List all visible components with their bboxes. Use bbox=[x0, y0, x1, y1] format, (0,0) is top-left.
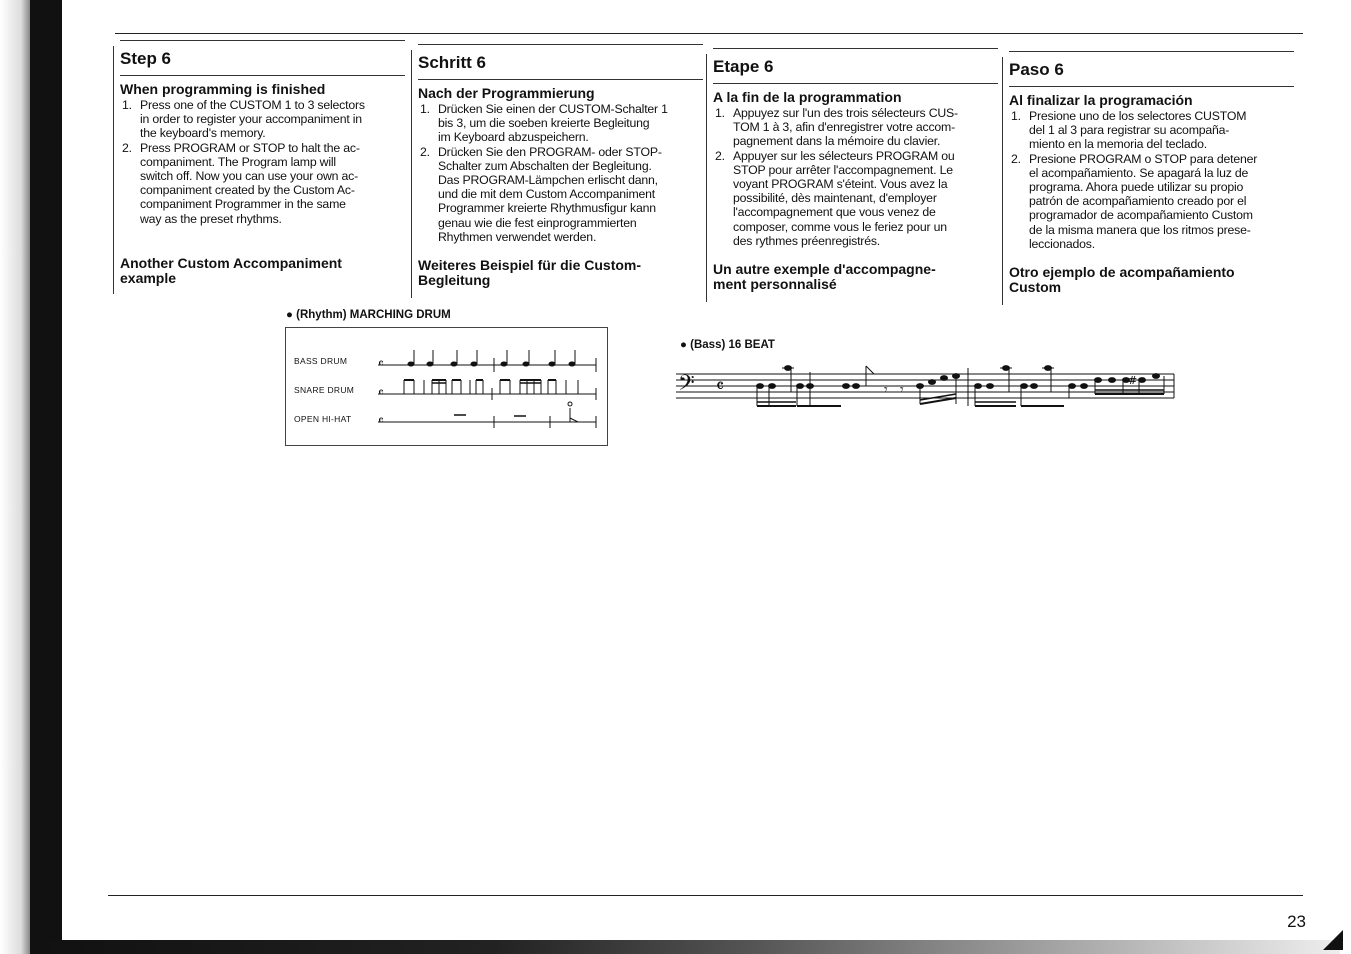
svg-text:#: # bbox=[1128, 374, 1138, 387]
step-title: Step 6 bbox=[120, 40, 405, 76]
next-heading-line: ment personnalisé bbox=[713, 276, 837, 292]
step-item-number: 2. bbox=[122, 140, 132, 155]
next-heading-line: Another Custom Accompaniment bbox=[120, 255, 342, 271]
svg-text:𝄾: 𝄾 bbox=[884, 382, 888, 398]
scan-bottom-strip bbox=[40, 940, 1340, 954]
step-item-number: 1. bbox=[715, 106, 725, 120]
step-item-line: companiment Programmer in the same bbox=[140, 197, 346, 212]
step-item-line: Drücken Sie einen der CUSTOM-Schalter 1 bbox=[438, 102, 668, 116]
bass-staff-notation bbox=[676, 362, 1176, 422]
next-heading-line: Weiteres Beispiel für die Custom- bbox=[418, 257, 642, 273]
step-item-line: companiment created by the Custom Ac- bbox=[140, 183, 355, 198]
step-item-line: composer, comme vous le feriez pour un bbox=[733, 219, 947, 234]
step-item-line: pagnement dans la mémoire du clavier. bbox=[733, 134, 941, 149]
column-french bbox=[713, 48, 998, 292]
step-item-line: el acompañamiento. Se apagará la luz de bbox=[1029, 165, 1249, 180]
step-item-number: 1. bbox=[420, 102, 430, 116]
step-item-line: genau wie die fest einprogrammierten bbox=[438, 215, 637, 230]
step-item-number: 2. bbox=[715, 148, 725, 163]
step-item-line: possibilité, dès maintenant, d'employer bbox=[733, 191, 937, 206]
step-item-line: Das PROGRAM-Lämpchen erlischt dann, bbox=[438, 173, 658, 188]
next-heading-line: example bbox=[120, 270, 177, 286]
step-item-line: leccionados. bbox=[1029, 236, 1095, 251]
step-subheading: Al finalizar la programación bbox=[1009, 92, 1193, 108]
step-list bbox=[418, 102, 703, 244]
snare-drum-notes bbox=[404, 380, 596, 400]
step-title: Paso 6 bbox=[1009, 51, 1294, 87]
step-item bbox=[120, 98, 405, 141]
column-english bbox=[120, 40, 405, 286]
step-item-line: des rythmes préenregistrés. bbox=[733, 233, 881, 248]
page-number: 23 bbox=[1287, 912, 1306, 931]
step-subheading: Nach der Programmierung bbox=[418, 85, 595, 101]
step-subheading: When programming is finished bbox=[120, 81, 326, 97]
step-item-line: Press one of the CUSTOM 1 to 3 selectors bbox=[140, 98, 365, 112]
svg-text:𝄢: 𝄢 bbox=[678, 371, 695, 401]
column-spanish bbox=[1009, 51, 1294, 295]
step-item-line: in order to register your accompaniment in bbox=[140, 112, 362, 127]
step-item bbox=[713, 106, 998, 149]
drum-name-snare: SNARE DRUM bbox=[294, 385, 355, 395]
bass-figure-label: ● (Bass) 16 BEAT bbox=[680, 339, 775, 351]
step-item-number: 2. bbox=[1011, 151, 1021, 166]
column-german bbox=[418, 44, 703, 288]
drum-notation bbox=[286, 328, 609, 447]
top-rule bbox=[115, 33, 1303, 34]
bottom-rule bbox=[108, 895, 1303, 896]
step-item bbox=[418, 145, 703, 244]
svg-text:𝄾: 𝄾 bbox=[900, 382, 904, 398]
next-heading bbox=[120, 256, 342, 286]
svg-text:𝄴: 𝄴 bbox=[378, 386, 384, 401]
next-heading bbox=[713, 262, 936, 292]
step-item bbox=[418, 102, 703, 145]
step-item-number: 2. bbox=[420, 144, 430, 159]
rhythm-figure-label: ● (Rhythm) MARCHING DRUM bbox=[286, 309, 451, 321]
step-list bbox=[1009, 109, 1294, 251]
hihat-notes bbox=[454, 402, 596, 428]
step-item-line: Presione PROGRAM o STOP para detener bbox=[1029, 151, 1258, 166]
svg-text:𝄴: 𝄴 bbox=[716, 376, 725, 397]
step-item-line: l'accompagnement que vous venez de bbox=[733, 205, 936, 220]
next-heading-line: Custom bbox=[1009, 279, 1062, 295]
step-item-line: de la misma manera que los ritmos prese- bbox=[1029, 222, 1251, 237]
step-item-line: Drücken Sie den PROGRAM- oder STOP- bbox=[438, 144, 662, 159]
next-heading-line: Un autre exemple d'accompagne- bbox=[713, 261, 936, 277]
step-item-line: way as the preset rhythms. bbox=[140, 211, 282, 226]
step-item-line: TOM 1 à 3, afin d'enregistrer votre accom- bbox=[733, 120, 955, 135]
step-list bbox=[713, 106, 998, 248]
step-item-line: Programmer kreierte Rhythmusfigur kann bbox=[438, 201, 656, 216]
step-subheading: A la fin de la programmation bbox=[713, 89, 902, 105]
bass-drum-notes bbox=[408, 350, 596, 372]
next-heading bbox=[1009, 265, 1235, 295]
step-item-line: Rhythmen verwendet werden. bbox=[438, 229, 597, 244]
drum-name-bass: BASS DRUM bbox=[294, 356, 348, 366]
step-item-line: Appuyer sur les sélecteurs PROGRAM ou bbox=[733, 148, 955, 163]
step-title: Etape 6 bbox=[713, 48, 998, 84]
step-item-line: the keyboard's memory. bbox=[140, 126, 266, 141]
step-item-line: companiment. The Program lamp will bbox=[140, 154, 336, 169]
step-item-line: patrón de acompañamiento creado por el bbox=[1029, 194, 1247, 209]
step-item bbox=[713, 149, 998, 248]
next-heading-line: Begleitung bbox=[418, 272, 491, 288]
step-item-line: Appuyez sur l'un des trois sélecteurs CUS- bbox=[733, 106, 958, 120]
step-item-line: switch off. Now you can use your own ac- bbox=[140, 169, 359, 184]
step-item-line: Press PROGRAM or STOP to halt the ac- bbox=[140, 140, 360, 155]
next-heading bbox=[418, 258, 641, 288]
step-item-line: Presione uno de los selectores CUSTOM bbox=[1029, 109, 1247, 123]
svg-text:𝄴: 𝄴 bbox=[378, 414, 384, 429]
drum-name-hihat: OPEN HI-HAT bbox=[294, 414, 352, 424]
scan-left-edge bbox=[0, 0, 60, 954]
step-item bbox=[120, 141, 405, 226]
step-list bbox=[120, 98, 405, 226]
step-item bbox=[1009, 152, 1294, 251]
step-item-line: und die mit dem Custom Accompaniment bbox=[438, 187, 655, 202]
next-heading-line: Otro ejemplo de acompañamiento bbox=[1009, 264, 1235, 280]
step-item-line: voyant PROGRAM s'éteint. Vous avez la bbox=[733, 177, 948, 192]
step-item-number: 1. bbox=[122, 98, 132, 112]
step-item-line: im Keyboard abzuspeichern. bbox=[438, 130, 589, 145]
step-item-line: Schalter zum Abschalten der Begleitung. bbox=[438, 158, 652, 173]
step-item-line: del 1 al 3 para registrar su acompaña- bbox=[1029, 123, 1230, 138]
step-item bbox=[1009, 109, 1294, 152]
svg-text:𝄴: 𝄴 bbox=[378, 357, 384, 372]
step-item-line: bis 3, um die soeben kreierte Begleitung bbox=[438, 116, 650, 131]
step-item-line: programa. Ahora puede utilizar su propio bbox=[1029, 180, 1244, 195]
step-title: Schritt 6 bbox=[418, 44, 703, 80]
step-item-line: STOP pour arrêter l'accompagnement. Le bbox=[733, 162, 953, 177]
step-item-line: miento en la memoria del teclado. bbox=[1029, 137, 1207, 152]
step-item-line: programador de acompañamiento Custom bbox=[1029, 208, 1253, 223]
rhythm-score bbox=[285, 327, 608, 446]
step-item-number: 1. bbox=[1011, 109, 1021, 123]
